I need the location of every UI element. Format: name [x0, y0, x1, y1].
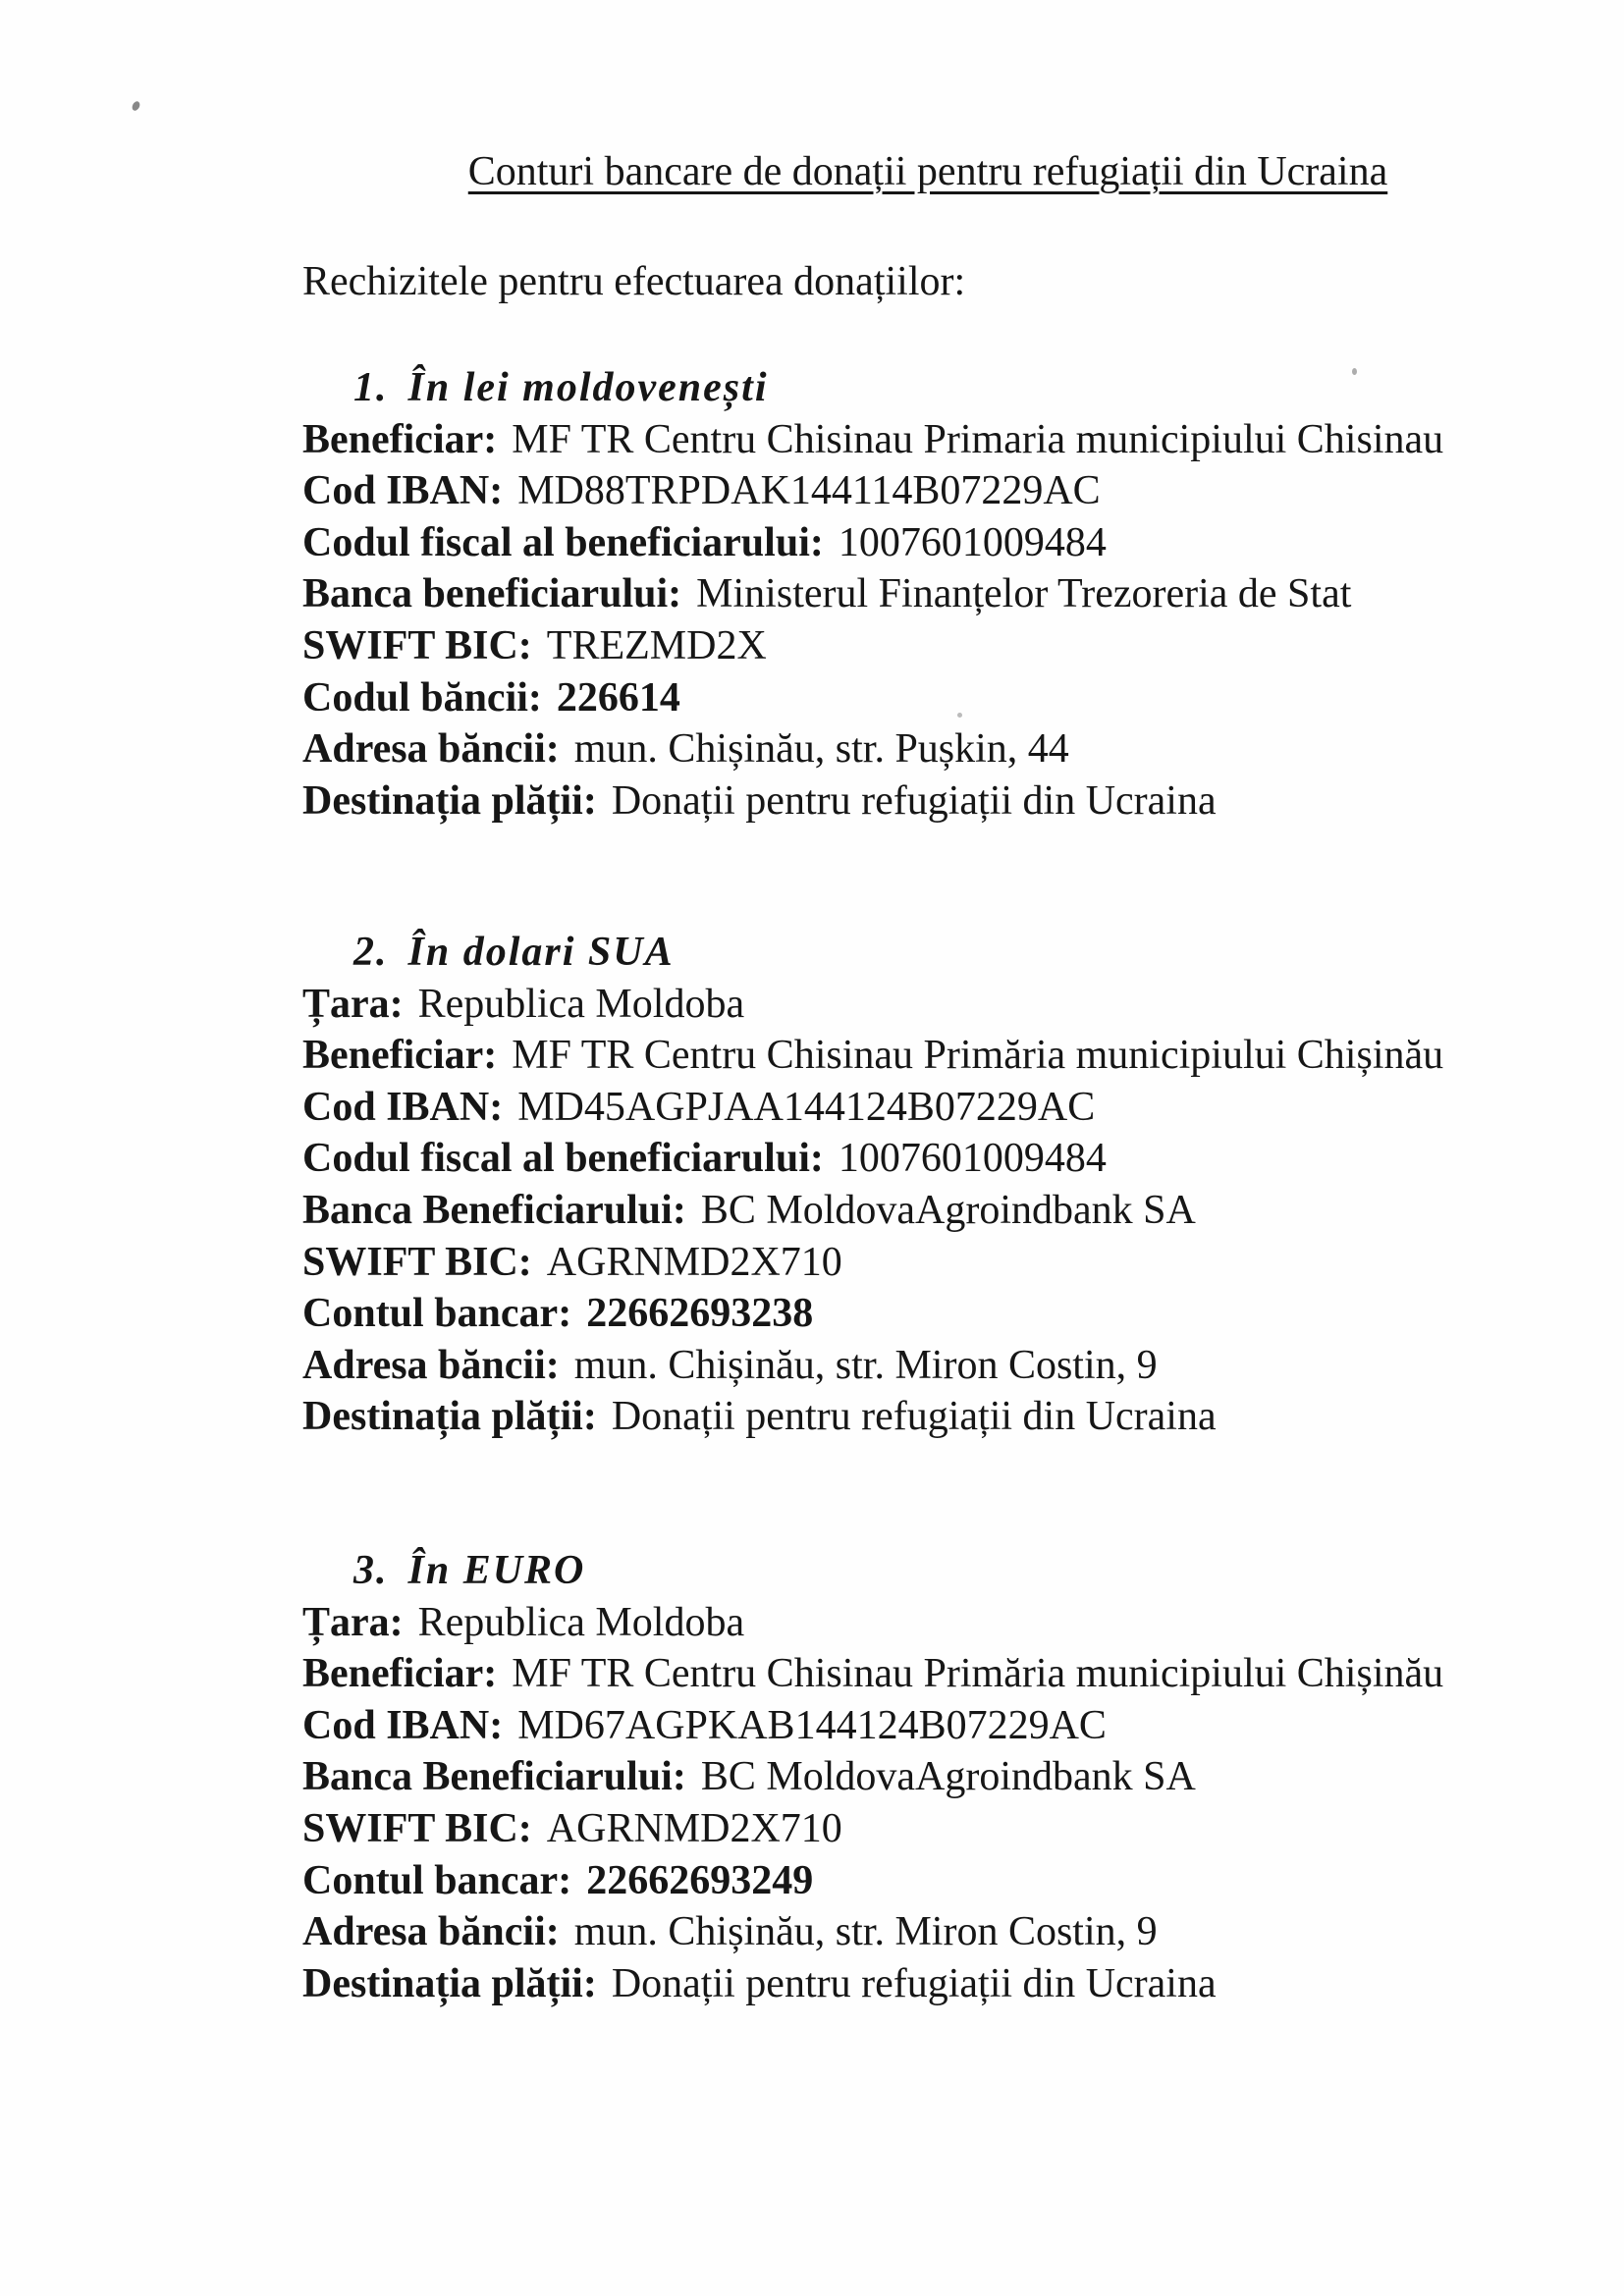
scan-speck: [957, 713, 962, 718]
field-value: AGRNMD2X710: [546, 1805, 842, 1851]
section-title: În lei moldovenești: [407, 365, 769, 410]
field-label: Adresa băncii:: [302, 1909, 560, 1955]
field-value: Republica Moldoba: [417, 1599, 745, 1645]
field-label: Destinația plății:: [302, 777, 597, 824]
detail-row-swift: [302, 620, 1443, 672]
detail-row-cod-iban: [302, 1082, 1443, 1134]
detail-row-cont-bancar: [302, 1855, 1443, 1907]
field-value: 1007601009484: [838, 519, 1107, 565]
scan-speck: [1352, 368, 1357, 375]
section-euro: [302, 1545, 1443, 2009]
field-label: Destinația plății:: [302, 1960, 597, 2006]
section-number: 3.: [353, 1548, 389, 1593]
section-number: 1.: [353, 365, 389, 410]
detail-row-beneficiar: [302, 414, 1443, 466]
detail-row-beneficiar: [302, 1648, 1443, 1700]
field-value: 1007601009484: [838, 1136, 1107, 1182]
field-value: BC MoldovaAgroindbank SA: [700, 1187, 1196, 1233]
field-label: Banca Beneficiarului:: [302, 1754, 686, 1800]
detail-row-banca: [302, 568, 1443, 620]
field-value: MF TR Centru Chisinau Primăria municipiului Chișinău: [512, 1651, 1444, 1697]
detail-row-cod-iban: [302, 1700, 1443, 1752]
field-label: Beneficiar:: [302, 416, 498, 462]
field-label: Țara:: [302, 981, 404, 1027]
field-value: 226614: [556, 674, 680, 721]
detail-row-destinatia: [302, 1958, 1443, 2010]
field-label: SWIFT BIC:: [302, 1239, 532, 1285]
field-label: SWIFT BIC:: [302, 622, 532, 668]
field-label: Codul fiscal al beneficiarului:: [302, 519, 824, 565]
field-value: Donații pentru refugiații din Ucraina: [611, 1394, 1217, 1440]
field-value: mun. Chișinău, str. Miron Costin, 9: [573, 1909, 1158, 1955]
detail-row-adresa: [302, 1340, 1443, 1392]
field-value: Republica Moldoba: [417, 981, 745, 1027]
field-label: Codul fiscal al beneficiarului:: [302, 1136, 824, 1182]
field-value: Donații pentru refugiații din Ucraina: [611, 1960, 1217, 2006]
field-value: MD88TRPDAK144114B07229AC: [517, 468, 1101, 514]
detail-row-tara: [302, 979, 1443, 1031]
field-value: mun. Chișinău, str. Pușkin, 44: [573, 726, 1069, 773]
field-value: MD45AGPJAA144124B07229AC: [517, 1084, 1096, 1130]
field-value: BC MoldovaAgroindbank SA: [700, 1754, 1196, 1800]
field-label: Codul băncii:: [302, 674, 542, 721]
section-number: 2.: [353, 930, 389, 975]
field-value: MF TR Centru Chisinau Primaria municipiului Chisinau: [512, 416, 1444, 462]
detail-row-destinatia: [302, 775, 1443, 828]
detail-row-cod-banca: [302, 672, 1443, 724]
detail-row-banca: [302, 1751, 1443, 1803]
field-label: Cod IBAN:: [302, 1084, 504, 1130]
field-label: Cod IBAN:: [302, 468, 504, 514]
field-value: MF TR Centru Chisinau Primăria municipiului Chișinău: [512, 1033, 1444, 1079]
scan-speck: [131, 100, 141, 112]
field-label: Adresa băncii:: [302, 1342, 560, 1388]
detail-row-cod-fiscal: [302, 1133, 1443, 1185]
document-title: Conturi bancare de donații pentru refugiații din Ucraina: [467, 149, 1388, 194]
field-label: Adresa băncii:: [302, 726, 560, 773]
field-value: AGRNMD2X710: [546, 1239, 842, 1285]
field-value: Donații pentru refugiații din Ucraina: [611, 777, 1217, 824]
detail-row-cod-fiscal: [302, 517, 1443, 569]
detail-row-cont-bancar: [302, 1288, 1443, 1340]
section-title: În dolari SUA: [407, 930, 675, 975]
detail-row-cod-iban: [302, 465, 1443, 517]
detail-row-swift: [302, 1803, 1443, 1855]
field-label: Beneficiar:: [302, 1033, 498, 1079]
detail-row-adresa: [302, 1906, 1443, 1958]
section-lei-moldovenesti: [302, 362, 1443, 827]
detail-row-adresa: [302, 723, 1443, 775]
detail-row-destinatia: [302, 1391, 1443, 1443]
field-label: SWIFT BIC:: [302, 1805, 532, 1851]
field-label: Banca beneficiarului:: [302, 571, 682, 617]
section-title: În EURO: [407, 1548, 586, 1593]
field-value: 22662693238: [586, 1291, 814, 1337]
field-value: TREZMD2X: [546, 622, 767, 668]
field-value: Ministerul Finanțelor Trezoreria de Stat: [696, 571, 1352, 617]
field-label: Banca Beneficiarului:: [302, 1187, 686, 1233]
section-heading: [302, 362, 1443, 414]
field-label: Beneficiar:: [302, 1651, 498, 1697]
field-value: mun. Chișinău, str. Miron Costin, 9: [573, 1342, 1158, 1388]
field-value: 22662693249: [586, 1857, 814, 1903]
section-dolari-sua: [302, 927, 1443, 1443]
field-label: Destinația plății:: [302, 1394, 597, 1440]
field-value: MD67AGPKAB144124B07229AC: [517, 1702, 1107, 1748]
intro-text: Rechizitele pentru efectuarea donațiilor:: [302, 259, 966, 304]
detail-row-beneficiar: [302, 1030, 1443, 1082]
detail-row-banca: [302, 1185, 1443, 1237]
detail-row-swift: [302, 1237, 1443, 1289]
field-label: Contul bancar:: [302, 1857, 572, 1903]
field-label: Contul bancar:: [302, 1291, 572, 1337]
section-heading: [302, 1545, 1443, 1597]
field-label: Țara:: [302, 1599, 404, 1645]
field-label: Cod IBAN:: [302, 1702, 504, 1748]
section-heading: [302, 927, 1443, 979]
detail-row-tara: [302, 1597, 1443, 1649]
